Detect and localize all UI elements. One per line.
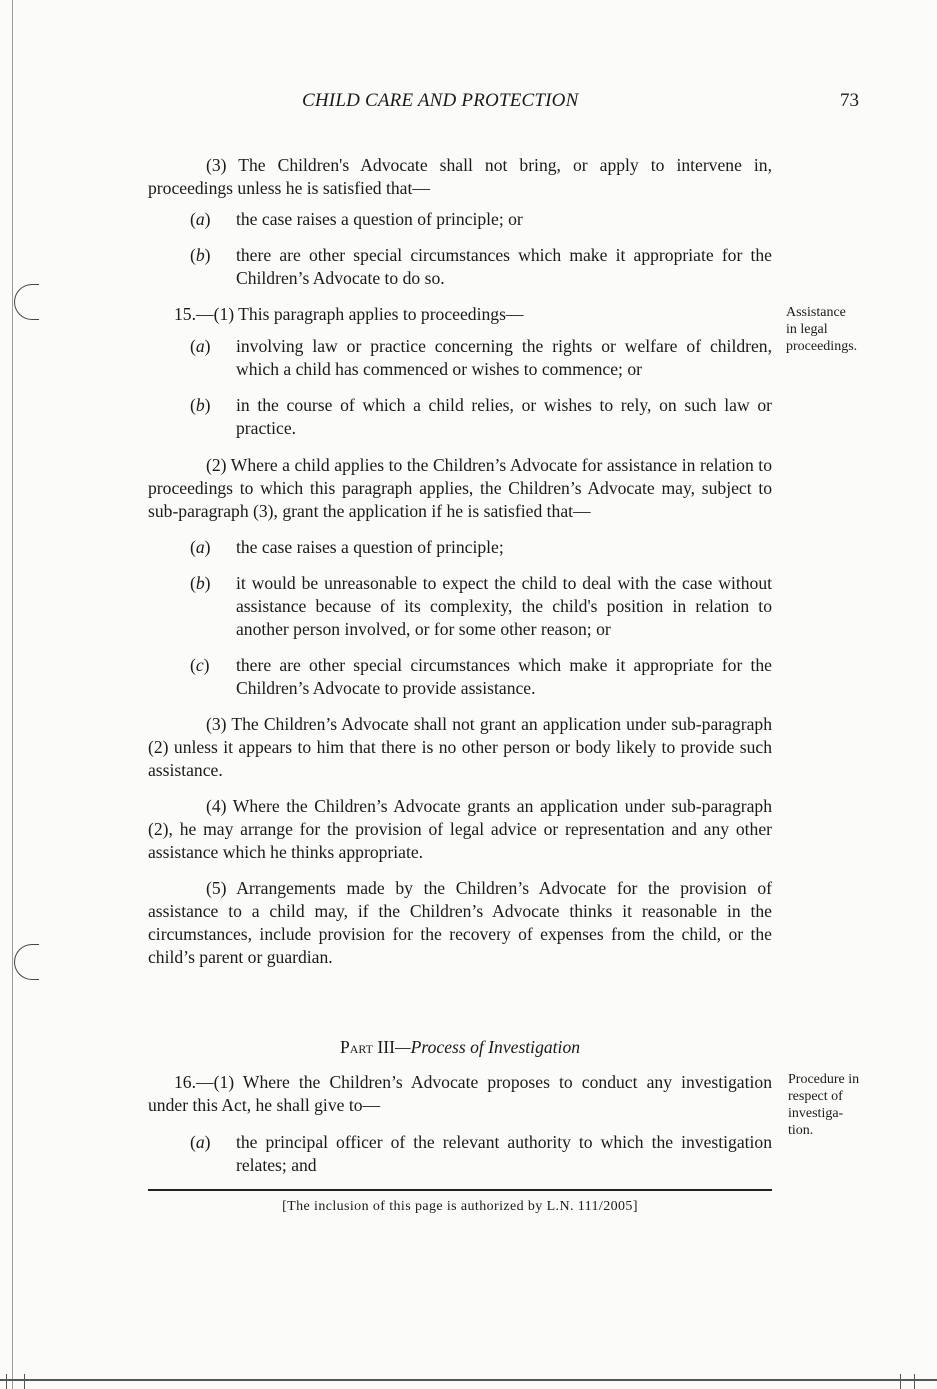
intro-item-a: (a) the case raises a question of principle; or — [190, 209, 523, 229]
s15-sub1-item-a: (a) involving law or practice concerning the rights or welfare of children, which a child has commenced or wishes to commence; or — [190, 336, 772, 379]
running-title: CHILD CARE AND PROTECTION — [302, 90, 579, 111]
footer-rule — [148, 1189, 772, 1191]
s15-sub-5: (5) Arrangements made by the Children’s Advocate for the provision of assistance to a child may, if the Children’s Advocate thinks it reasonable in the circumstances, include provision for the recovery of expenses from the child, or the child’s parent or guardian. — [148, 878, 772, 967]
footer-authorization: [The inclusion of this page is authorized by L.N. 111/2005] — [282, 1199, 638, 1214]
part-3-block — [148, 1036, 772, 1177]
s15-sub-1: 15.—(1) This paragraph applies to proceedings— — [174, 304, 524, 324]
s15-sub2-item-a: (a) the case raises a question of principle; — [190, 537, 504, 557]
binder-ring-mark-bottom — [14, 944, 39, 980]
part-3-heading: Part III—Process of Investigation — [339, 1037, 581, 1057]
marginal-note-procedure: Procedure in respect of investiga- tion. — [788, 1072, 860, 1138]
intro-item-b: (b) there are other special circumstances which make it appropriate for the Children’s Advocate to do so. — [190, 245, 772, 288]
bottom-tick — [24, 1374, 25, 1389]
page-number: 73 — [840, 90, 859, 111]
bottom-edge-rule — [0, 1379, 937, 1381]
s15-sub-4: (4) Where the Children’s Advocate grants an application under sub-paragraph (2), he may arrange for the provision of legal advice or representation and any other assistance which he thinks appropriate. — [148, 796, 772, 862]
bottom-tick — [900, 1374, 901, 1389]
s15-sub-2: (2) Where a child applies to the Children’s Advocate for assistance in relation to proceedings to which this paragraph applies, the Children’s Advocate may, subject to sub-paragraph (3), grant the application if he is satisfied that— — [148, 455, 772, 521]
s16-item-a: (a) the principal officer of the relevant authority to which the investigation relates; and — [190, 1132, 772, 1175]
s15-sub2-item-c: (c) there are other special circumstances which make it appropriate for the Children’s Advocate to provide assistance. — [190, 655, 772, 698]
s16-sub-1: 16.—(1) Where the Children’s Advocate proposes to conduct any investigation under this Act, he shall give to— — [148, 1072, 772, 1115]
page-edge — [12, 0, 13, 1389]
marginal-note-assistance: Assistance in legal proceedings. — [786, 305, 858, 354]
bottom-tick — [6, 1374, 7, 1389]
s15-sub1-item-b: (b) in the course of which a child relies, or wishes to rely, on such law or practice. — [190, 395, 772, 438]
s15-sub2-item-b: (b) it would be unreasonable to expect the child to deal with the case without assistance because of its complexity, the child's position in relation to another person involved, or for some other reason; or — [190, 573, 772, 639]
binder-ring-mark-top — [14, 284, 39, 320]
intro-para-3: (3) The Children's Advocate shall not bring, or apply to intervene in, proceedings unless he is satisfied that— — [148, 155, 772, 198]
intro-paragraph-block — [148, 154, 772, 290]
s15-sub-3: (3) The Children’s Advocate shall not grant an application under sub-paragraph (2) unless it appears to him that there is no other person or body likely to provide such assistance. — [148, 714, 772, 780]
section-15 — [148, 303, 772, 969]
bottom-tick — [914, 1374, 915, 1389]
